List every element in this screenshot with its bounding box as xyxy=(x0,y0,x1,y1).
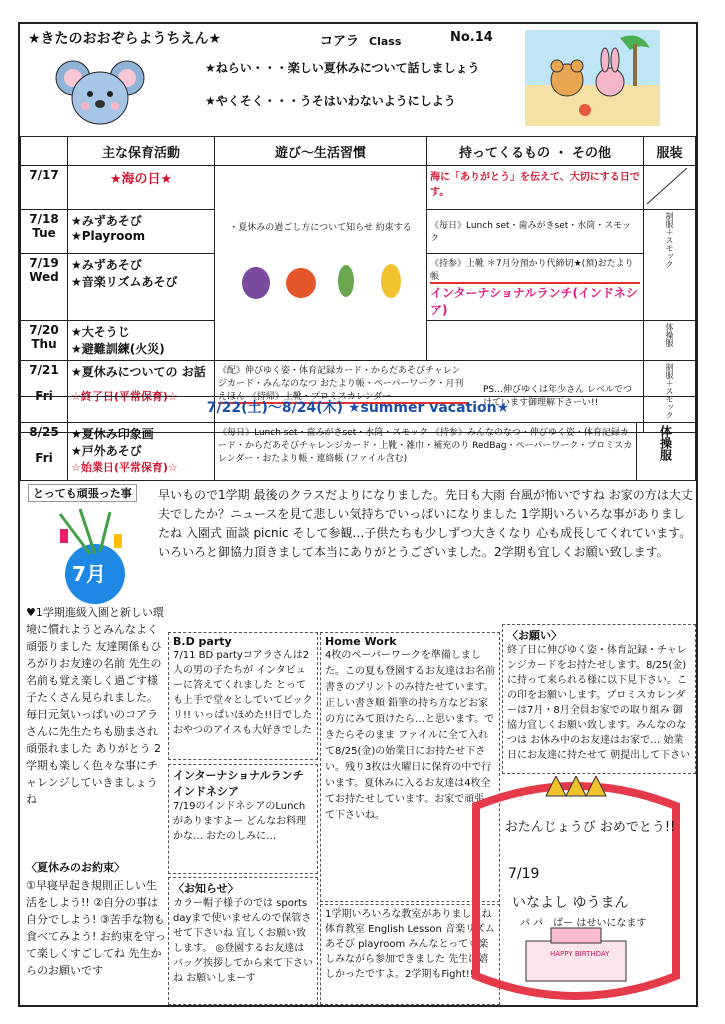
vegetables-illustration xyxy=(231,253,411,303)
birthday-date: 7/19 xyxy=(508,866,540,882)
main-message: 早いもので1学期 最後のクラスだよりになりました。先日も大雨 台風が怖いですね お家の方は大丈夫でしたか？ニュースを見て悲しい気持ちでいっぱいになりました 1学期いろいろな事がありましたね 入園式 面談 picnic そして参観…子供たちも少しずつ大きくなり 心も成長してくれています。いろいろと御協力頂きまして本当にありがとうございました。2学期も宜しくお願い致します。 xyxy=(158,488,693,559)
class-name: コアラ Class xyxy=(320,34,402,49)
header-dress: 服装 xyxy=(644,137,696,166)
intro-tag: とっても頑張った事 xyxy=(28,484,137,502)
beach-animals-illustration xyxy=(525,30,660,126)
birthday-sub: パ パ ばー はせいになます xyxy=(520,918,647,929)
request-box: 〈お願い〉 終了日に伸びゆく姿・体育記録・チャレンジカードをお持たせします。8/25(金)に持って来られる様に以下見下さい。この印をお願いします。プロミスカレンダーは7月・8月全員お家での取り組み 御協力宜しくお願い致します。みんなのなつは お休み中のお友達はお家で… 始業日にお友達に持たせて 朝提出して下さい xyxy=(502,624,696,774)
promise-title: 〈夏休みのお約束〉 xyxy=(26,861,125,874)
row-date: 7/17 xyxy=(29,168,59,182)
issue-number: No.14 xyxy=(450,30,493,45)
cake-text: HAPPY BIRTHDAY xyxy=(550,950,610,958)
vacation-banner: 7/22(土)～8/24(木) ★summer vacation★ xyxy=(20,396,696,421)
koala-illustration xyxy=(55,52,145,130)
intl-lunch-box: インターナショナルランチ インドネシア 7/19のインドネシアのLunchがありますよー どんなお料理かな… おたのしみに… xyxy=(168,764,318,874)
month-badge: 7月 xyxy=(72,562,106,586)
table-row: 7/18 Tue ★みずあそび ★Playroom 《毎日》Lunch set・歯みがきset・水筒・スモック 制服＋スモック xyxy=(21,210,696,254)
tanabata-illustration xyxy=(40,504,150,604)
table-row: 7/19 Wed ★みずあそび ★音楽リズムあそび 《持参》上靴 ＊7月分預かり代締切★(預)おたより帳 インターナショナルランチ(インドネシア) xyxy=(21,254,696,321)
promise-text: ★やくそく・・・うそはいわないようにしよう xyxy=(205,94,456,108)
bd-party-box: B.D party 7/11 BD partyコアラさんは2人の男の子たちが インタビューに答えてくれました とっても上手で堂々としていてビックリ!! いっぱいほめた!!日でした おやつのアイスも大好きでした xyxy=(168,632,318,760)
return-day-table xyxy=(20,422,696,481)
birthday-ribbon-frame xyxy=(456,776,696,1006)
header-activities: 主な保育活動 xyxy=(68,137,215,166)
notice-box: 〈お知らせ〉 カラー帽子様子のでは sports dayまで使いませんので保管させて下さいね 宜しくお願い致します。 ◎登園するお友達はバッグ挨拶してから来て下さいね お願いしまーす xyxy=(168,877,318,1005)
schedule-table xyxy=(20,136,696,433)
table-header-row xyxy=(21,137,696,166)
left-column-text: ♥1学期進級入園と新しい環境に慣れようとみんなよく頑張りました 友達関係もひろがりお友達の名前 先生の名前も覚え楽しく過ごす様子たくさん見られました。毎日元気いっぱいのコアラさんに先生たちも励まされ頑張れました ありがとう 2学期も楽しく色々な事にチャレンジしていきましょうね xyxy=(26,606,164,806)
promise-list: ①早寝早起き規則正しい生活をしよう!! ②自分の事は自分でしよう! ③苦手な物も食べてみよう! お約束を守って楽しくすごしてね 先生からのお願いです xyxy=(26,879,166,977)
header-play: 遊び～生活習慣 xyxy=(215,137,427,166)
newsletter-page xyxy=(18,22,698,1007)
school-name: ★きたのおおぞらようちえん★ xyxy=(28,31,222,47)
table-row: 8/25 Fri ★夏休み印象画 ★戸外あそび ☆始業日(平常保育)☆ 《毎日》Lunch set・歯みがきset・水筒・スモック 《持参》みんなのなつ・伸びゆく姿・体育記録カード・からだあそびチャレンジカード・上靴・雑巾・補充のり RedBag・ペーパーワーク・プロミスカレンダー・おたより帳・連絡帳 (ファイル含む) 体操服 xyxy=(21,423,696,481)
table-row xyxy=(21,166,696,210)
ps-note: PS…伸びゆくは年少さん レベルでつけています御理解下さーい!! xyxy=(483,385,633,408)
header-bring: 持ってくるもの ・ その他 xyxy=(427,137,644,166)
row-bring: 海に「ありがとう」を伝えて、大切にする日です。 xyxy=(427,166,644,210)
aim-text: ★ねらい・・・楽しい夏休みについて話しましょう xyxy=(205,61,480,75)
birthday-name: いなよし ゆうまん xyxy=(512,895,629,911)
homework-box: Home Work 4枚のペーパーワークを準備しました。この夏も登園するお友達はお名前書きのプリントのみ持たせています。正しい書き順 鉛筆の持ち方などお家の方にみて頂けたら…と思います。できたらそのまま ファイルに全て入れて8/25(金)の始業日にお持たせ下さい。残り3枚は火曜日に保育の中で行います。夏休みに入るお友達は4枚全てお持たせしています。お家で頑張って下さいね。 xyxy=(320,632,500,902)
lessons-box: 1学期いろいろな教室がありましたね 体育教室 English Lesson 音楽リズム あそび playroom みんなとっても楽しみながら参加できました 先生は嬉しかったですよ。2学期もFight!! xyxy=(320,904,500,1005)
table-row: 7/20 Thu ★大そうじ ★避難訓練(火災) 体操服 xyxy=(21,321,696,361)
birthday-message: おたんじょうび おめでとう!! xyxy=(504,820,676,835)
play-note: ・夏休みの過ごし方について知らせ 約束する xyxy=(229,223,412,233)
row-activity: ★海の日★ xyxy=(109,172,173,187)
dress-empty xyxy=(647,168,687,204)
table-row: 7/21 Fri ★夏休みについての お話 ☆終了日(平常保育)☆ 《配》伸びゆく姿・体育記録カード・からだあそびチャレンジカード・みんなのなつ おたより帳・ペーパーワーク・月刊えほん 《持帰》上靴・プロミスカレンダー PS…伸びゆくは年少さん レベルでつけています御理解下さーい!! 制服＋スモック xyxy=(21,361,696,433)
